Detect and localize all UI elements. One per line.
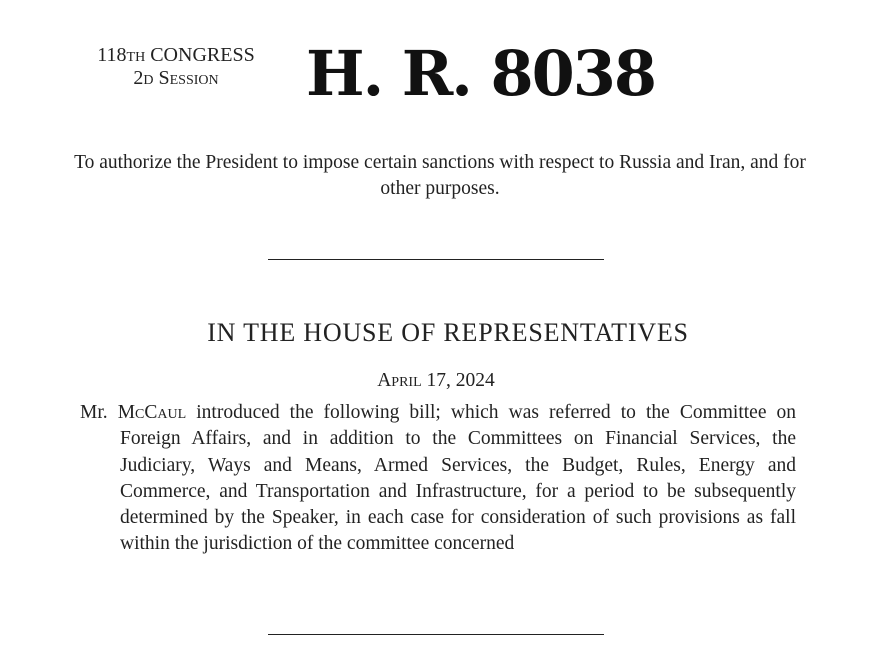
introduction-date: April 17, 2024 bbox=[377, 370, 495, 391]
sponsor-name: McCaul bbox=[117, 402, 187, 423]
bill-purpose: To authorize the President to impose certain sanctions with respect to Russia and Iran, and for other purposes. bbox=[74, 152, 806, 199]
session-label: 2d Session bbox=[133, 67, 219, 89]
sponsor-title: Mr. bbox=[80, 402, 108, 423]
divider-bottom bbox=[268, 634, 604, 635]
congress-session-block bbox=[60, 44, 292, 90]
bill-number: H. R. 8038 bbox=[306, 37, 656, 110]
divider-top bbox=[268, 259, 604, 260]
action-paragraph bbox=[80, 400, 796, 558]
chamber-heading: IN THE HOUSE OF REPRESENTATIVES bbox=[207, 318, 689, 347]
congress-label: 118th CONGRESS bbox=[97, 44, 255, 66]
action-text: introduced the following bill; which was referred to the Committee on Foreign Affairs, and in addition to the Committees on Financial Services, the Judiciary, Ways and Means, Armed Services, the Budget, Rules, Energy and Commerce, and Transportation and Infrastructure, for a period to be subsequently determined by the Speaker, in each case for consideration of such provisions as fall within the jurisdiction of the committee concerned bbox=[120, 402, 797, 555]
